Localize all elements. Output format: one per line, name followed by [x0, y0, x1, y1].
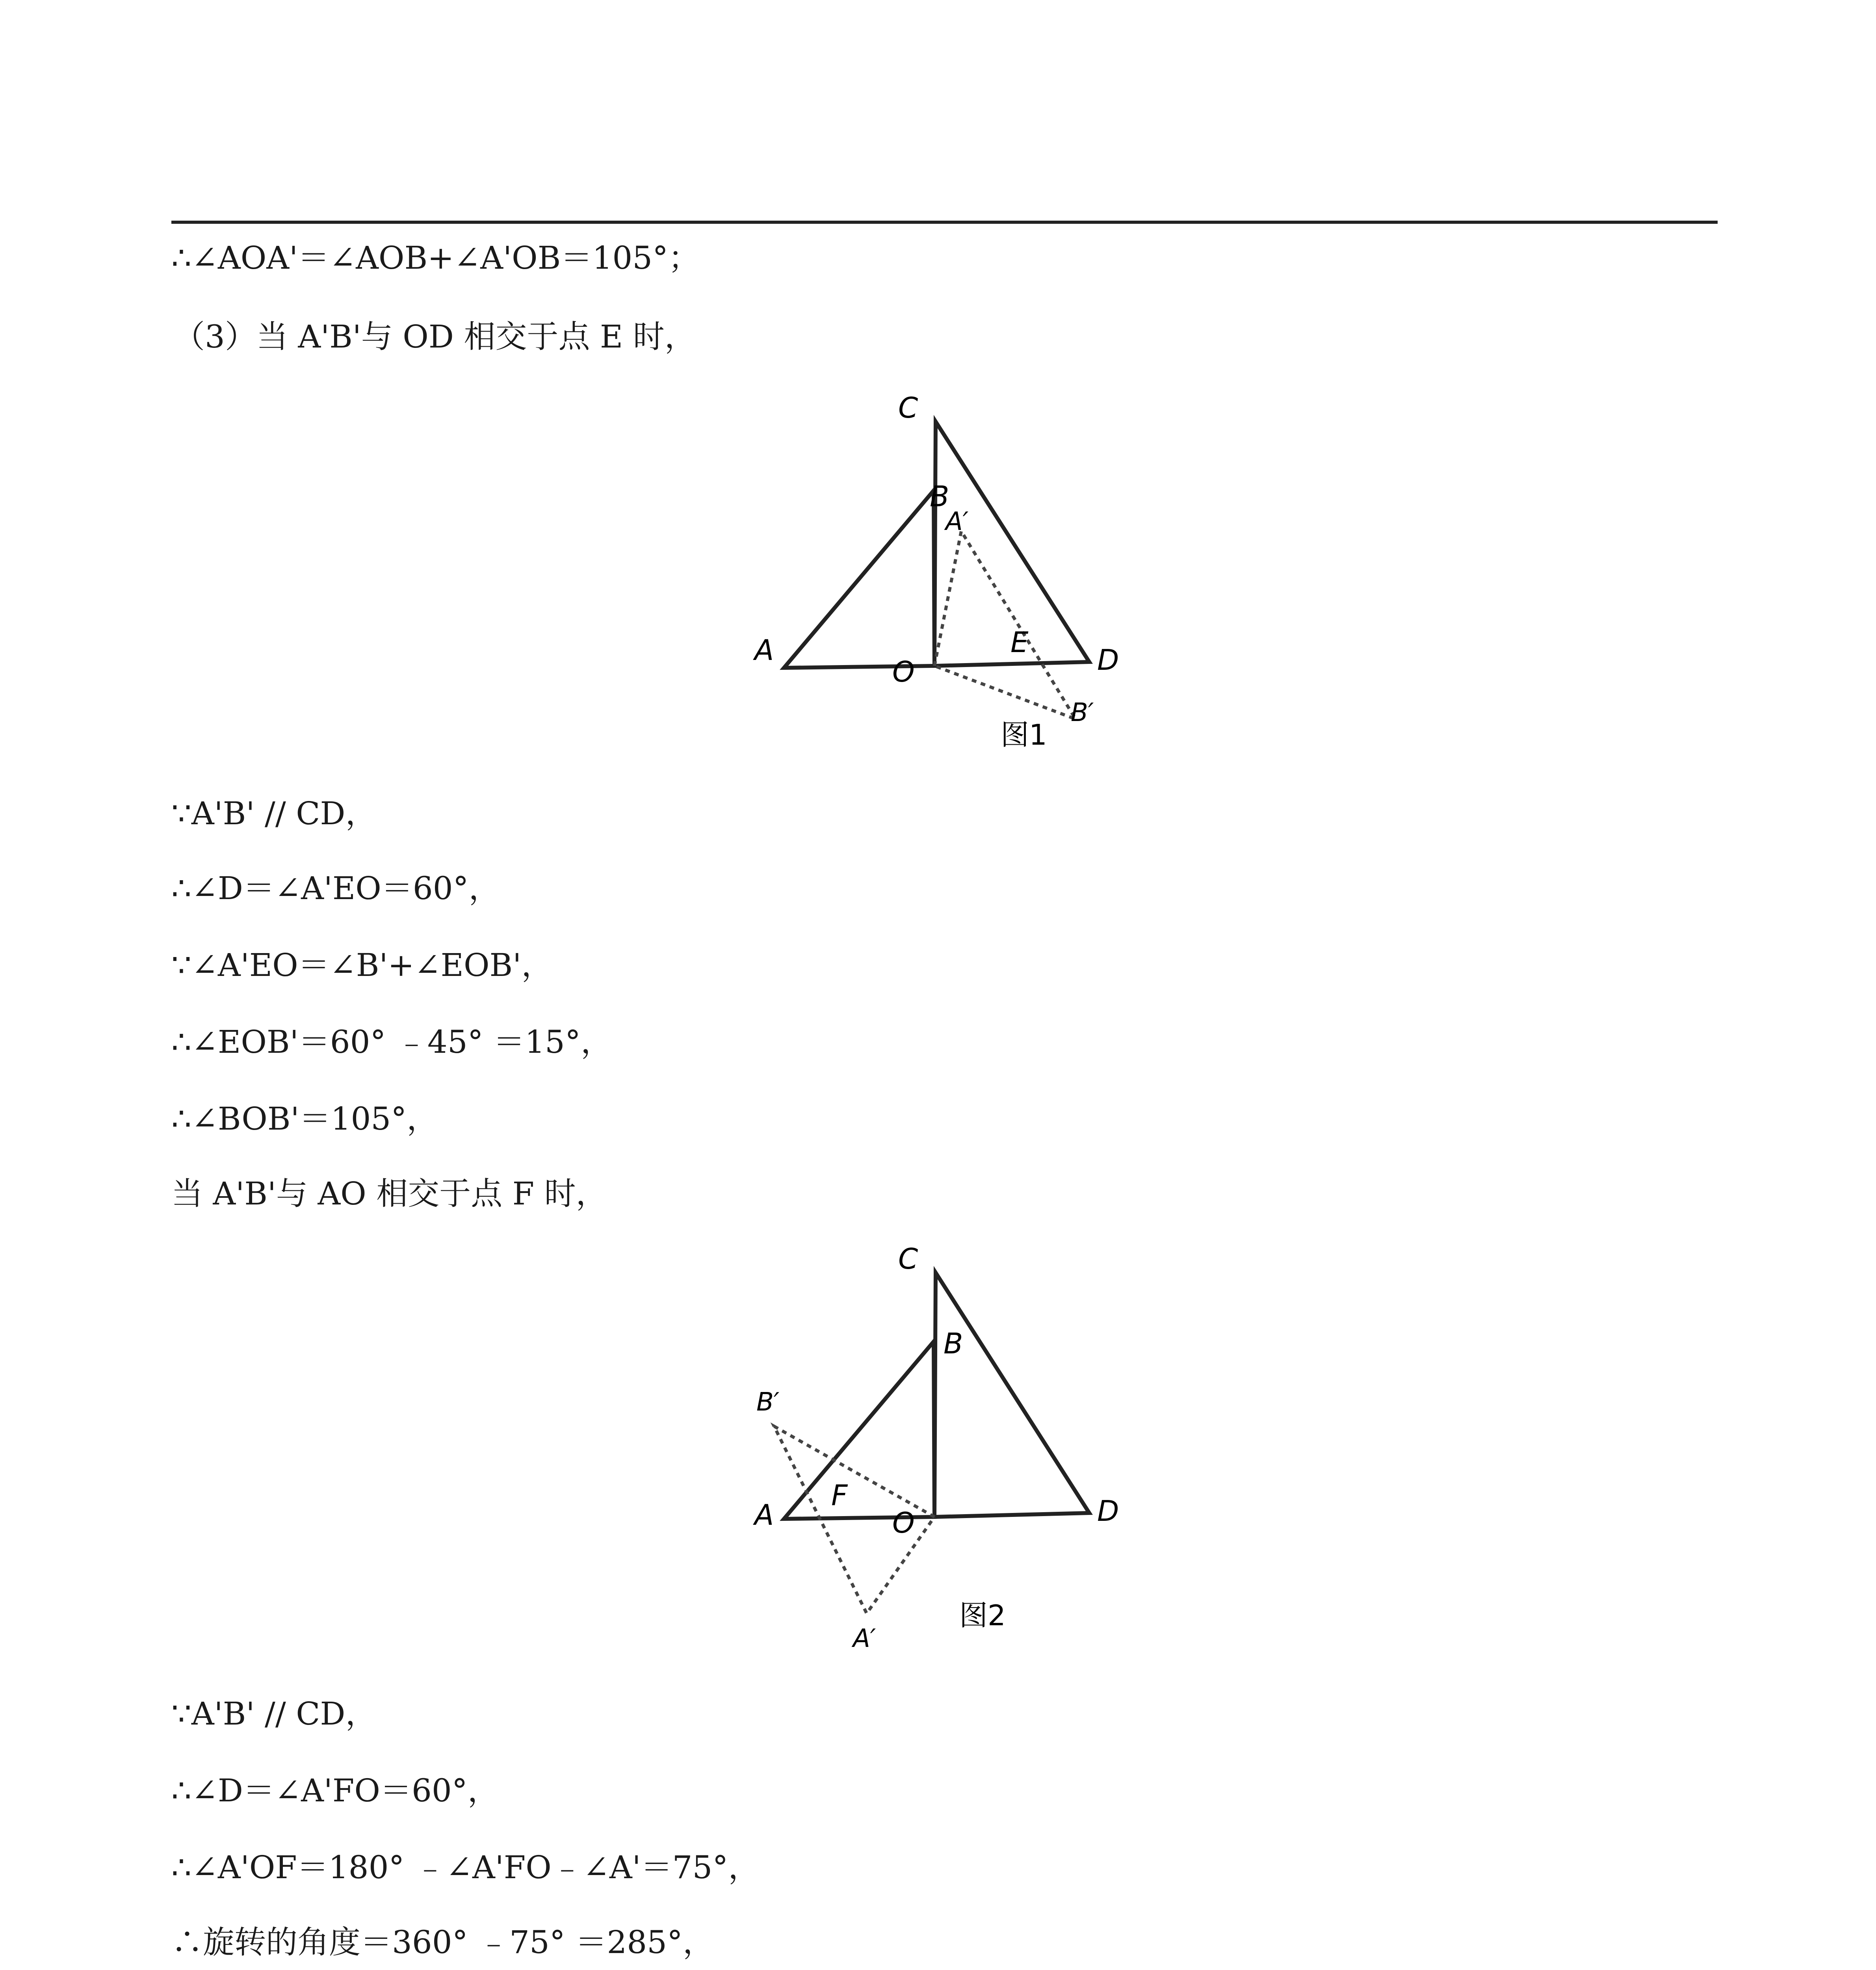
- line-4: ∴∠D＝∠A'EO＝60°，: [171, 870, 500, 907]
- line-11: ∴∠A'OF＝180° ﹣∠A'FO﹣∠A'＝75°，: [171, 1849, 760, 1886]
- fig2-label-b: B: [944, 1327, 963, 1360]
- fig1-label-a-prime: A′: [945, 507, 969, 536]
- fig1-label-b: B: [930, 480, 949, 513]
- fig1-label-e: E: [1010, 626, 1029, 659]
- figure-1-diagram: [741, 390, 1150, 768]
- fig1-caption: 图1: [1001, 718, 1047, 751]
- fig1-label-o: O: [892, 655, 915, 688]
- fig2-label-d: D: [1097, 1494, 1119, 1528]
- line-6: ∴∠EOB'＝60° ﹣45° ＝15°，: [171, 1024, 612, 1060]
- fig2-label-c: C: [898, 1242, 918, 1275]
- fig2-label-o: O: [892, 1506, 915, 1539]
- fig1-label-d: D: [1097, 643, 1119, 676]
- fig2-label-b-prime: B′: [756, 1388, 780, 1417]
- line-1: ∴∠AOA'＝∠AOB+∠A'OB＝105°；: [171, 240, 700, 276]
- line-9: ∵A'B' // CD，: [171, 1695, 377, 1732]
- line-3: ∵A'B' // CD，: [171, 795, 377, 832]
- line-5: ∵∠A'EO＝∠B'+∠EOB'，: [171, 947, 553, 983]
- fig2-caption: 图2: [959, 1599, 1006, 1632]
- triangle-rotated-dotted: [934, 531, 1075, 719]
- figure-2-diagram: [741, 1241, 1150, 1674]
- fig1-label-a: A: [754, 634, 774, 667]
- fig2-label-a-prime: A′: [853, 1624, 876, 1653]
- header-rule: [171, 221, 1718, 224]
- fig2-label-f: F: [831, 1479, 848, 1512]
- triangle-abo: [784, 491, 934, 668]
- line-2: （3）当 A'B'与 OD 相交于点 E 时，: [173, 318, 696, 355]
- triangle-ocd: [934, 1273, 1089, 1517]
- line-10: ∴∠D＝∠A'FO＝60°，: [171, 1772, 499, 1809]
- fig1-label-b-prime: B′: [1071, 698, 1094, 727]
- line-8: 当 A'B'与 AO 相交于点 F 时，: [171, 1175, 607, 1212]
- fig1-label-c: C: [898, 391, 918, 424]
- figure-2: [741, 1241, 1150, 1674]
- line-12: ∴旋转的角度＝360° ﹣75° ＝285°，: [171, 1924, 715, 1961]
- line-7: ∴∠BOB'＝105°，: [171, 1100, 438, 1137]
- figure-1: [741, 390, 1150, 768]
- fig2-label-a: A: [754, 1498, 774, 1531]
